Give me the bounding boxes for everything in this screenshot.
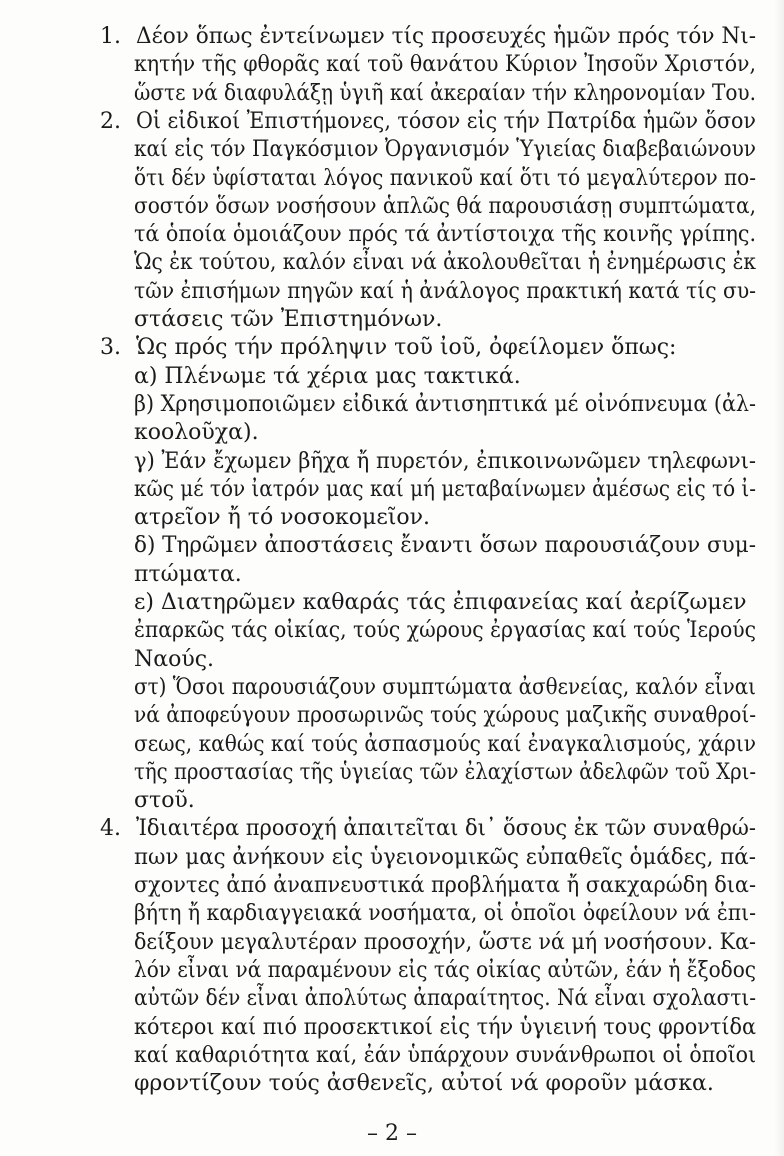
text-line: νά ἀποφεύγουν προσωρινῶς τούς χώρους μαζικῆς συναθροί- [134,703,757,729]
text-line: ἐπαρκῶς τάς οἰκίας, τούς χώρους ἐργασίας καί τούς Ἱερούς [134,618,756,644]
text-line: κότεροι καί πιό προσεκτικοί εἰς τήν ὑγιεινή τους φροντίδα [134,1014,756,1040]
text-line: δείξουν μεγαλυτέραν προσοχήν, ὥστε νά μή νοσήσουν. Κα- [134,929,756,955]
text-line: Ὡς πρός τήν πρόληψιν τοῦ ἰοῦ, ὀφείλομεν ὅπως: [136,335,677,361]
text-line: πων μας ἀνήκουν εἰς ὑγειονομικῶς εὐπαθεῖς ὁμάδες, πά- [134,844,756,870]
text-line: Δέον ὅπως ἐντείνωμεν τίς προσευχές ἡμῶν πρός τόν Νι- [136,24,757,49]
text-line: λόν εἶναι νά παραμένουν εἰς τάς οἰκίας αὐτῶν, ἐάν ἡ ἔξοδος [134,957,757,983]
text-line: πτώματα. [134,561,242,587]
text-line: φροντίζουν τούς ἀσθενεῖς, αὐτοί νά φοροῦν μάσκα. [134,1071,714,1097]
text-line: δ) Τηρῶμεν ἀποστάσεις ἔναντι ὅσων παρουσιάζουν συμ- [134,533,756,559]
text-line: γ) Ἐάν ἔχωμεν βῆχα ἤ πυρετόν, ἐπικοινωνῶμεν τηλεφωνι- [134,448,757,474]
text-line: ὅτι δέν ὑφίσταται λόγος πανικοῦ καί ὅτι τό μεγαλύτερον πο- [134,165,756,191]
text-line: κῶς μέ τόν ἰατρόν μας καί μή μεταβαίνωμεν ἀμέσως εἰς τό ἰ- [134,476,757,502]
text-line: Ναούς. [134,646,215,672]
text-line: β) Χρησιμοποιῶμεν εἰδικά ἀντισηπτικά μέ οἰνόπνευμα (ἀλ- [134,391,757,417]
text-line: τῶν ἐπισήμων πηγῶν καί ἡ ἀνάλογος πρακτική κατά τίς συ- [134,278,757,304]
text-line: σοστόν ὅσων νοσήσουν ἁπλῶς θά παρουσιάσῃ συμπτώματα, [134,193,757,219]
item-number: 2. [100,108,121,134]
text-line: ὥστε νά διαφυλάξῃ ὑγιῆ καί ἀκεραίαν τήν κληρονομίαν Του. [134,80,756,106]
text-line: βήτη ἤ καρδιαγγειακά νοσήματα, οἱ ὁποῖοι ὀφείλουν νά ἐπι- [134,901,756,927]
text-line: αὐτῶν δέν εἶναι ἀπολύτως ἀπαραίτητος. Νά εἶναι σχολαστι- [134,986,757,1012]
text-line: σεως, καθώς καί τούς ἀσπασμούς καί ἐναγκαλισμούς, χάριν [134,731,756,757]
item-number: 3. [100,335,121,361]
text-line: κητήν τῆς φθορᾶς καί τοῦ θανάτου Κύριον Ἰησοῦν Χριστόν, [134,52,756,78]
item-number: 1. [100,24,121,49]
text-line: Οἱ εἰδικοί Ἐπιστήμονες, τόσον εἰς τήν Πατρίδα ἡμῶν ὅσον [136,108,756,134]
text-line: ε) Διατηρῶμεν καθαράς τάς ἐπιφανείας καί ἀερίζωμεν [134,590,747,615]
text-line: Ἰδιαιτέρα προσοχή ἀπαιτεῖται δι᾽ ὅσους ἐκ τῶν συναθρώ- [136,816,756,842]
text-line: Ὡς ἐκ τούτου, καλόν εἶναι νά ἀκολουθεῖται ἡ ἐνημέρωσις ἐκ [134,250,756,276]
item-number: 4. [100,816,121,842]
text-line: κοολοῦχα). [134,420,259,446]
text-line: α) Πλένωμε τά χέρια μας τακτικά. [134,363,521,389]
text-line: ατρεῖον ἤ τό νοσοκομεῖον. [134,505,430,531]
text-line: στάσεις τῶν Ἐπιστημόνων. [134,307,443,332]
page-number: – 2 – [367,1121,417,1146]
text-line: τῆς προστασίας τῆς ὑγιείας τῶν ἐλαχίστων ἀδελφῶν τοῦ Χρι- [134,759,757,785]
page-edge-shadow [774,0,784,1156]
text-line: στοῦ. [134,788,195,814]
text-line: τά ὁποία ὁμοιάζουν πρός τά ἀντίστοιχα τῆς κοινῆς γρίπης. [134,222,757,248]
text-line: σχοντες ἀπό ἀναπνευστικά προβλήματα ἤ σακχαρώδη δια- [134,873,756,898]
text-line: καί καθαριότητα καί, ἐάν ὑπάρχουν συνάνθρωποι οἱ ὁποῖοι [134,1042,757,1068]
text-line: στ) Ὅσοι παρουσιάζουν συμπτώματα ἀσθενείας, καλόν εἶναι [134,674,757,700]
text-line: καί εἰς τόν Παγκόσμιον Ὀργανισμόν Ὑγιείας διαβεβαιώνουν [134,137,757,163]
